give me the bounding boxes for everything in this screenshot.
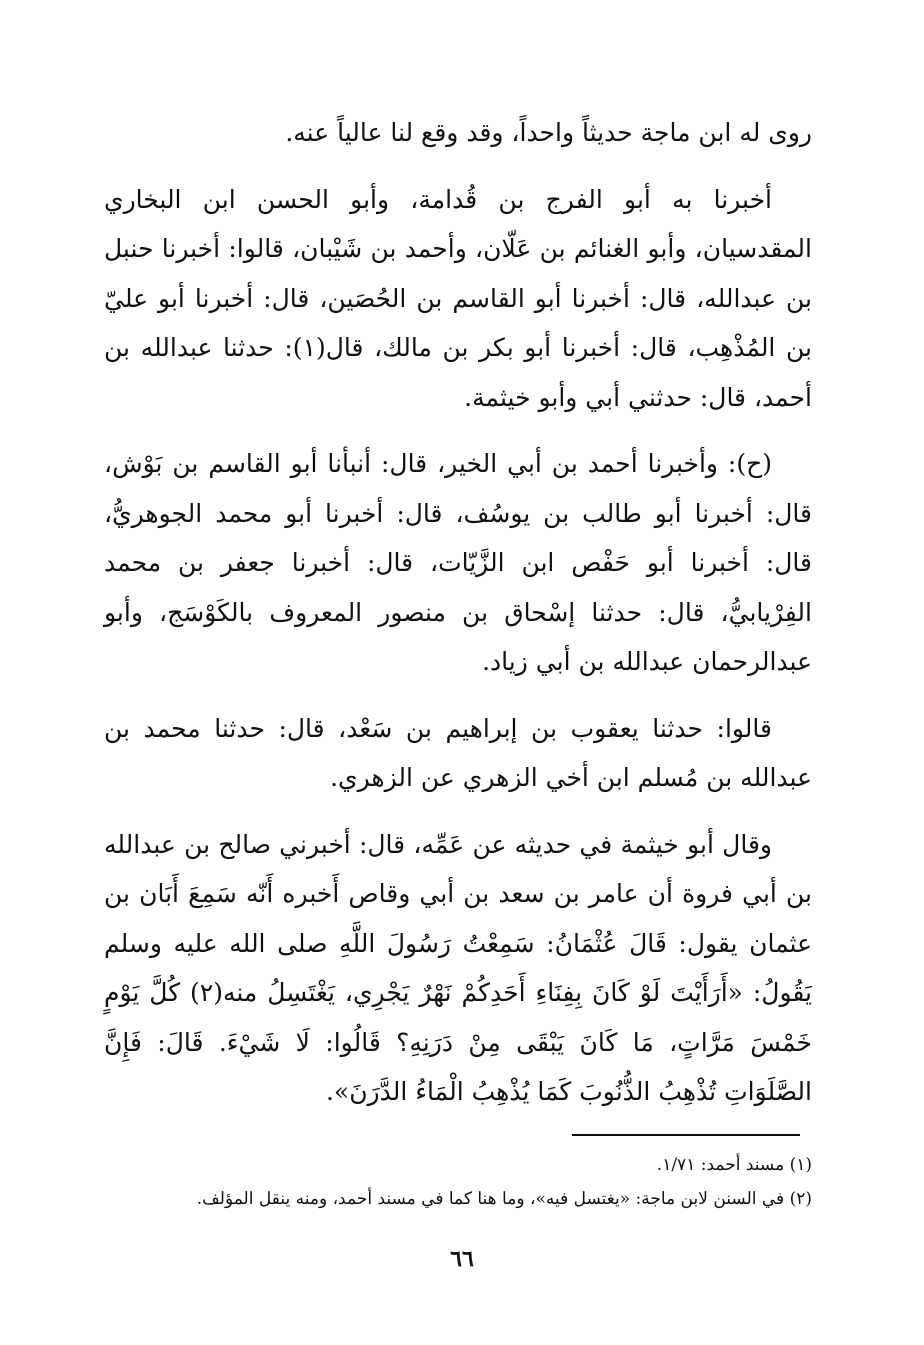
main-text [104, 108, 812, 1134]
paragraph-2: أخبرنا به أبو الفرج بن قُدامة، وأبو الحسن ابن البخاري المقدسيان، وأبو الغنائم بن عَلّان، وأحمد بن شَيْبان، قالوا: أخبرنا حنبل بن عبدالله، قال: أخبرنا أبو القاسم بن الحُصَين، قال: أخبرنا أبو عليّ بن المُذْهِب، قال: أخبرنا أبو بكر بن مالك، قال(١): حدثنا عبدالله بن أحمد، قال: حدثني أبي وأبو خيثمة. [104, 184, 812, 412]
footnote-2: (٢) في السنن لابن ماجة: «يغتسل فيه»، وما هنا كما في مسند أحمد، ومنه ينقل المؤلف. [196, 1189, 812, 1209]
paragraph-5: وقال أبو خيثمة في حديثه عن عَمِّه، قال: أخبرني صالح بن عبدالله بن أبي فروة أن عامر بن سعد بن أبي وقاص أَخبره أَنّه سَمِعَ أَبَان بن عثمان يقول: قَالَ عُثْمَانُ: سَمِعْتُ رَسُولَ اللَّهِ صلى الله عليه وسلم يَقُولُ: «أَرَأَيْتَ لَوْ كَانَ بِفِنَاءِ أَحَدِكُمْ نَهْرٌ يَجْرِي، يَغْتَسِلُ منه(٢) كُلَّ يَوْمٍ خَمْسَ مَرَّاتٍ، مَا كَانَ يَبْقَى مِنْ دَرَنِهِ؟ قَالُوا: لَا شَيْءَ. قَالَ: فَإِنَّ الصَّلَوَاتِ تُذْهِبُ الذُّنُوبَ كَمَا يُذْهِبُ الْمَاءُ الدَّرَنَ». [104, 829, 812, 1106]
page-number: ٦٦ [450, 1246, 474, 1272]
paragraph-3: (ح): وأخبرنا أحمد بن أبي الخير، قال: أنبأنا أبو القاسم بن بَوْش، قال: أخبرنا أبو طالب بن يوسُف، قال: أخبرنا أبو محمد الجوهريُّ، قال: أخبرنا أبو حَفْص ابن الزَّيّات، قال: أخبرنا جعفر بن محمد الفِرْيابيُّ، قال: حدثنا إسْحاق بن منصور المعروف بالكَوْسَج، وأبو عبدالرحمان عبدالله بن أبي زياد. [104, 449, 812, 676]
paragraph-1: روى له ابن ماجة حديثاً واحداً، وقد وقع لنا عالياً عنه. [285, 118, 812, 147]
footnote-separator [572, 1134, 800, 1136]
paragraph-4: قالوا: حدثنا يعقوب بن إبراهيم بن سَعْد، قال: حدثنا محمد بن عبدالله بن مُسلم ابن أخي الزهري عن الزهري. [104, 713, 812, 792]
footnote-1: (١) مسند أحمد: ١/٧١. [656, 1155, 812, 1175]
footnotes [104, 1148, 812, 1216]
